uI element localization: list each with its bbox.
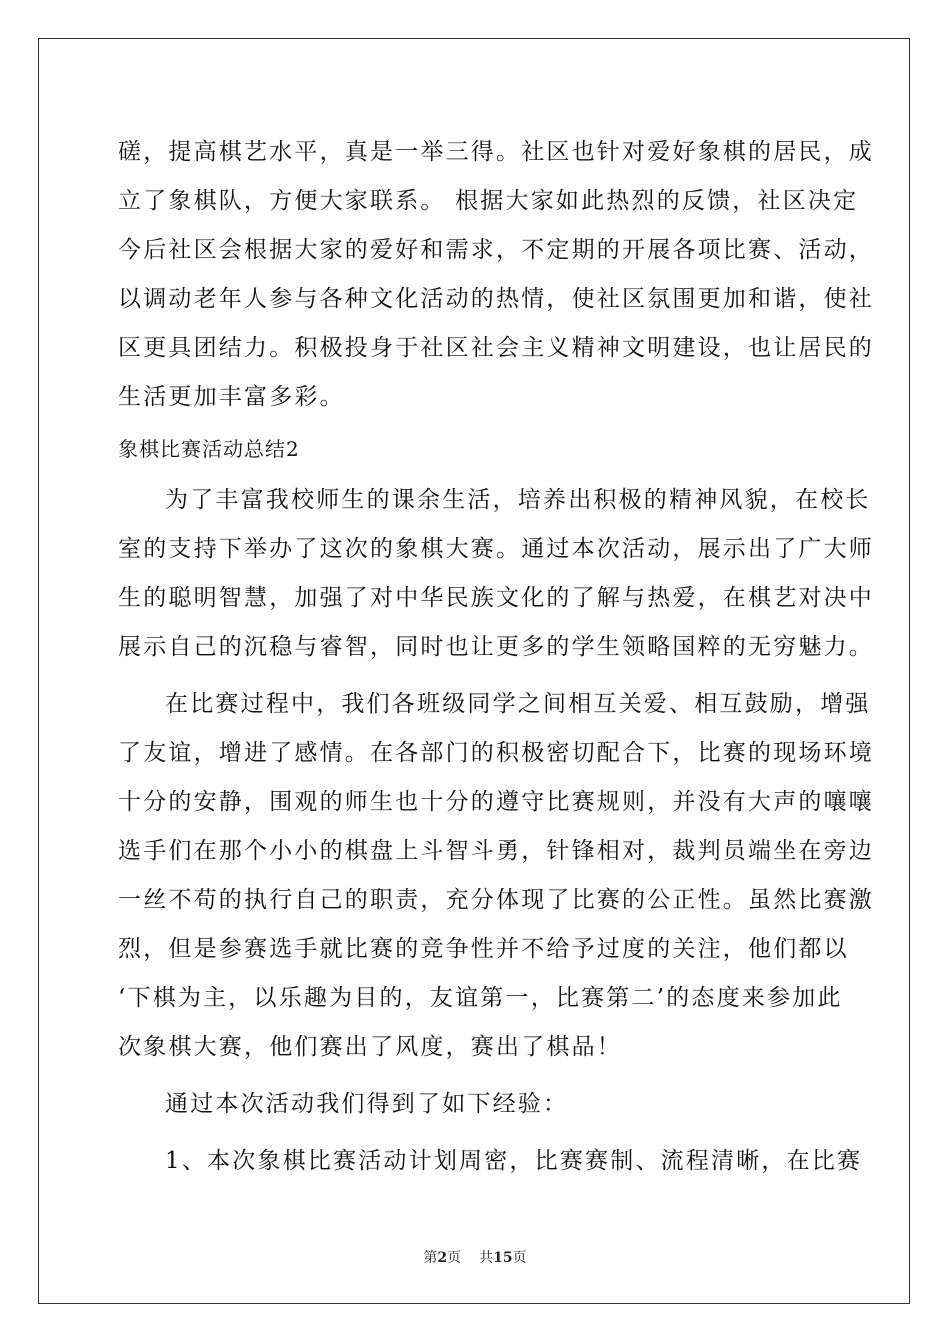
paragraph-experience — [118, 1080, 838, 1129]
text-line: 通过本次活动我们得到了如下经验： — [165, 1091, 569, 1117]
document-body — [118, 128, 874, 1186]
section-heading: 象棋比赛活动总结2 — [118, 437, 300, 461]
paragraph-gap — [118, 1072, 838, 1080]
text-line: 立了象棋队，方便大家联系。 根据大家如此热烈的反馈，社区决定 — [118, 188, 859, 214]
total-prefix: 共 — [479, 1250, 494, 1266]
total-suffix: 页 — [512, 1250, 527, 1266]
page-suffix: 页 — [447, 1250, 462, 1266]
text-line: 十分的安静，围观的师生也十分的遵守比赛规则，并没有大声的嚷嚷 — [118, 789, 874, 815]
text-line: 磋，提高棋艺水平，真是一举三得。社区也针对爱好象棋的居民，成 — [118, 139, 874, 165]
text-line: ‘下棋为主，以乐趣为目的，友谊第一，比赛第二’的态度来参加此 — [118, 985, 843, 1011]
text-line: 烈，但是参赛选手就比赛的竞争性并不给予过度的关注，他们都以 — [118, 936, 849, 962]
text-line: 在比赛过程中，我们各班级同学之间相互关爱、相互鼓励，增强 — [165, 691, 871, 717]
paragraph-process — [118, 680, 874, 1072]
page-footer — [0, 1247, 950, 1267]
text-line: 为了丰富我校师生的课余生活，培养出积极的精神风貌，在校长 — [165, 487, 871, 513]
total-pages: 15 — [493, 1250, 513, 1266]
text-line: 展示自己的沉稳与睿智，同时也让更多的学生领略国粹的无穷魅力。 — [118, 634, 874, 660]
text-line: 一丝不苟的执行自己的职责，充分体现了比赛的公正性。虽然比赛激 — [118, 887, 874, 913]
text-line: 1、本次象棋比赛活动计划周密，比赛赛制、流程清晰，在比赛 — [165, 1148, 863, 1174]
paragraph-item-1 — [118, 1137, 863, 1186]
paragraph-gap — [118, 672, 838, 680]
text-line: 选手们在那个小小的棋盘上斗智斗勇，针锋相对，裁判员端坐在旁边 — [118, 838, 874, 864]
text-line: 生活更加丰富多彩。 — [118, 384, 345, 410]
text-line: 区更具团结力。积极投身于社区社会主义精神文明建设，也让居民的 — [118, 335, 874, 361]
text-line: 今后社区会根据大家的爱好和需求，不定期的开展各项比赛、活动， — [118, 237, 874, 263]
paragraph-continued — [118, 128, 874, 422]
text-line: 了友谊，增进了感情。在各部门的积极密切配合下，比赛的现场环境 — [118, 740, 874, 766]
text-line: 生的聪明智慧，加强了对中华民族文化的了解与热爱，在棋艺对决中 — [118, 585, 874, 611]
page-number: 2 — [437, 1250, 448, 1266]
paragraph-intro — [118, 476, 874, 672]
text-line: 次象棋大赛，他们赛出了风度，赛出了棋品！ — [118, 1034, 622, 1060]
page-prefix: 第 — [423, 1250, 438, 1266]
text-line: 室的支持下举办了这次的象棋大赛。通过本次活动，展示出了广大师 — [118, 536, 874, 562]
text-line: 以调动老年人参与各种文化活动的热情，使社区氛围更加和谐，使社 — [118, 286, 874, 312]
paragraph-gap — [118, 1129, 838, 1137]
